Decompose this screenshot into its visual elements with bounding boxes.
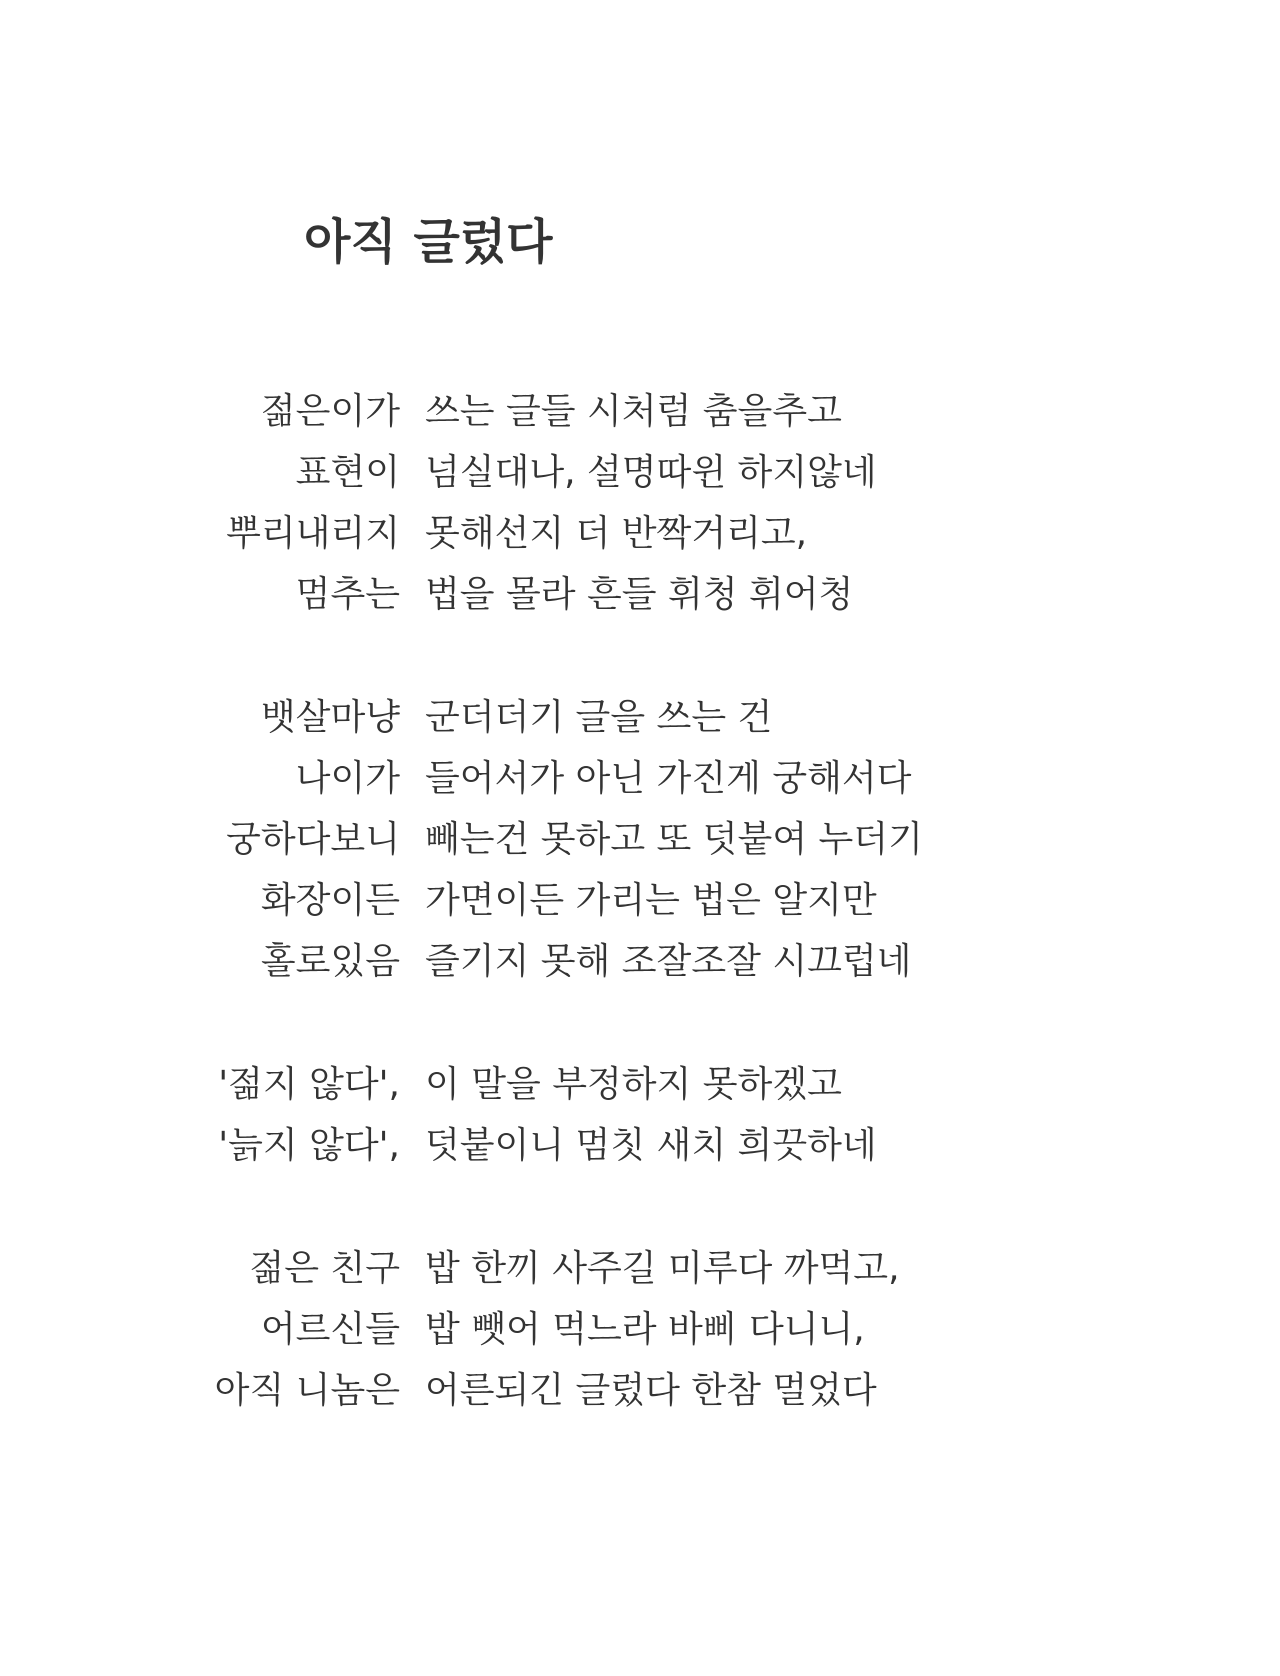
poem-line — [0, 1361, 1280, 1421]
line-left-text: '젊지 않다', — [218, 1064, 400, 1105]
line-right-text: 밥 뺏어 먹느라 바삐 다니니, — [425, 1309, 865, 1350]
poem-line — [0, 382, 1280, 442]
poem-line — [0, 932, 1280, 992]
line-left-text: 나이가 — [295, 758, 400, 799]
line-left-text: '늙지 않다', — [218, 1125, 400, 1166]
line-left-text: 뱃살마냥 — [260, 697, 400, 738]
line-left-text: 궁하다보니 — [226, 819, 400, 860]
line-right-text: 가면이든 가리는 법은 알지만 — [425, 880, 877, 921]
line-right-text: 밥 한끼 사주길 미루다 까먹고, — [425, 1248, 900, 1289]
line-left-text: 젊은이가 — [260, 391, 400, 432]
line-right-text: 넘실대나, 설명따윈 하지않네 — [425, 452, 877, 493]
poem-line — [0, 749, 1280, 809]
line-left-text: 아직 니놈은 — [214, 1370, 400, 1411]
line-left-text: 어르신들 — [260, 1309, 400, 1350]
poem-line — [0, 810, 1280, 870]
line-right-text: 군더더기 글을 쓰는 건 — [425, 697, 773, 738]
line-left-text: 표현이 — [295, 452, 400, 493]
line-left-text: 멈추는 — [295, 574, 400, 615]
poem-line — [0, 1300, 1280, 1360]
line-right-text: 덧붙이니 멈칫 새치 희끗하네 — [425, 1125, 877, 1166]
poem-line — [0, 1239, 1280, 1299]
poem-line — [0, 1055, 1280, 1115]
line-left-text: 화장이든 — [260, 880, 400, 921]
line-left-text: 홀로있음 — [260, 941, 400, 982]
poem-line — [0, 688, 1280, 748]
line-left-text: 젊은 친구 — [249, 1248, 400, 1289]
line-right-text: 이 말을 부정하지 못하겠고 — [425, 1064, 842, 1105]
poem-line — [0, 443, 1280, 503]
poem-line — [0, 1116, 1280, 1176]
poem-line — [0, 871, 1280, 931]
line-right-text: 빼는건 못하고 또 덧붙여 누더기 — [425, 819, 923, 860]
line-right-text: 어른되긴 글렀다 한참 멀었다 — [425, 1370, 877, 1411]
line-right-text: 쓰는 글들 시처럼 춤을추고 — [425, 391, 842, 432]
line-right-text: 법을 몰라 흔들 휘청 휘어청 — [425, 574, 854, 615]
poem-line — [0, 504, 1280, 564]
poem-line — [0, 565, 1280, 625]
line-right-text: 들어서가 아닌 가진게 궁해서다 — [425, 758, 912, 799]
poem-title: 아직 글렀다 — [304, 214, 553, 270]
line-right-text: 즐기지 못해 조잘조잘 시끄럽네 — [425, 941, 912, 982]
line-left-text: 뿌리내리지 — [226, 513, 400, 554]
line-right-text: 못해선지 더 반짝거리고, — [425, 513, 808, 554]
